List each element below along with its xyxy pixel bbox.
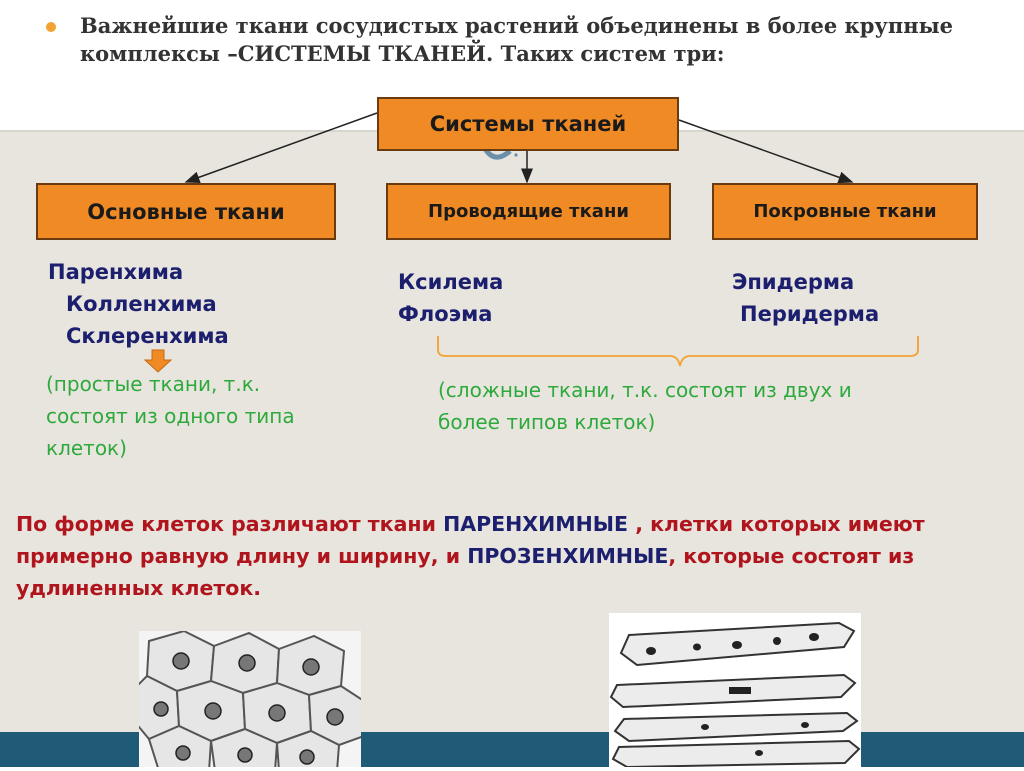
description-part: , которые состоят из удлиненных клеток. — [16, 544, 915, 600]
simple-tissues-note: (простые ткани, т.к. состоят из одного типа клеток) — [46, 372, 295, 460]
cell-shape-description — [16, 508, 1006, 604]
bullet-icon — [46, 22, 56, 32]
basic-tissues-box: Основные ткани — [36, 183, 336, 240]
complex-tissues-note: (сложные ткани, т.к. состоят из двух и более типов клеток) — [438, 378, 852, 434]
description-part: По форме клеток различают ткани — [16, 512, 444, 536]
basic-tissues-list — [48, 256, 229, 352]
list-item: Ксилема — [398, 270, 504, 294]
conductive-tissues-list — [398, 266, 503, 330]
prosenchymal-term: ПРОЗЕНХИМНЫЕ — [467, 544, 669, 568]
list-item: Флоэма — [398, 302, 493, 326]
dermal-tissues-box: Покровные ткани — [712, 183, 978, 240]
list-item: Эпидерма — [732, 270, 855, 294]
parenchymal-term: ПАРЕНХИМНЫЕ — [443, 512, 629, 536]
list-item: Колленхима — [66, 292, 217, 316]
prosenchyma-cells-image — [609, 613, 861, 767]
list-item: Склеренхима — [66, 324, 229, 348]
list-item: Перидерма — [740, 302, 880, 326]
list-item: Паренхима — [48, 260, 184, 284]
parenchyma-cells-image — [139, 631, 361, 767]
conductive-tissues-box: Проводящие ткани — [386, 183, 671, 240]
dermal-tissues-list — [732, 266, 879, 330]
intro-text: Важнейшие ткани сосудистых растений объединены в более крупные комплексы –СИСТЕМЫ ТКАНЕЙ. Таких систем три: — [80, 13, 954, 66]
tissue-systems-box: Системы тканей — [377, 97, 679, 151]
description-part: , клетки которых имеют примерно равную длину и ширину, и — [16, 512, 925, 568]
